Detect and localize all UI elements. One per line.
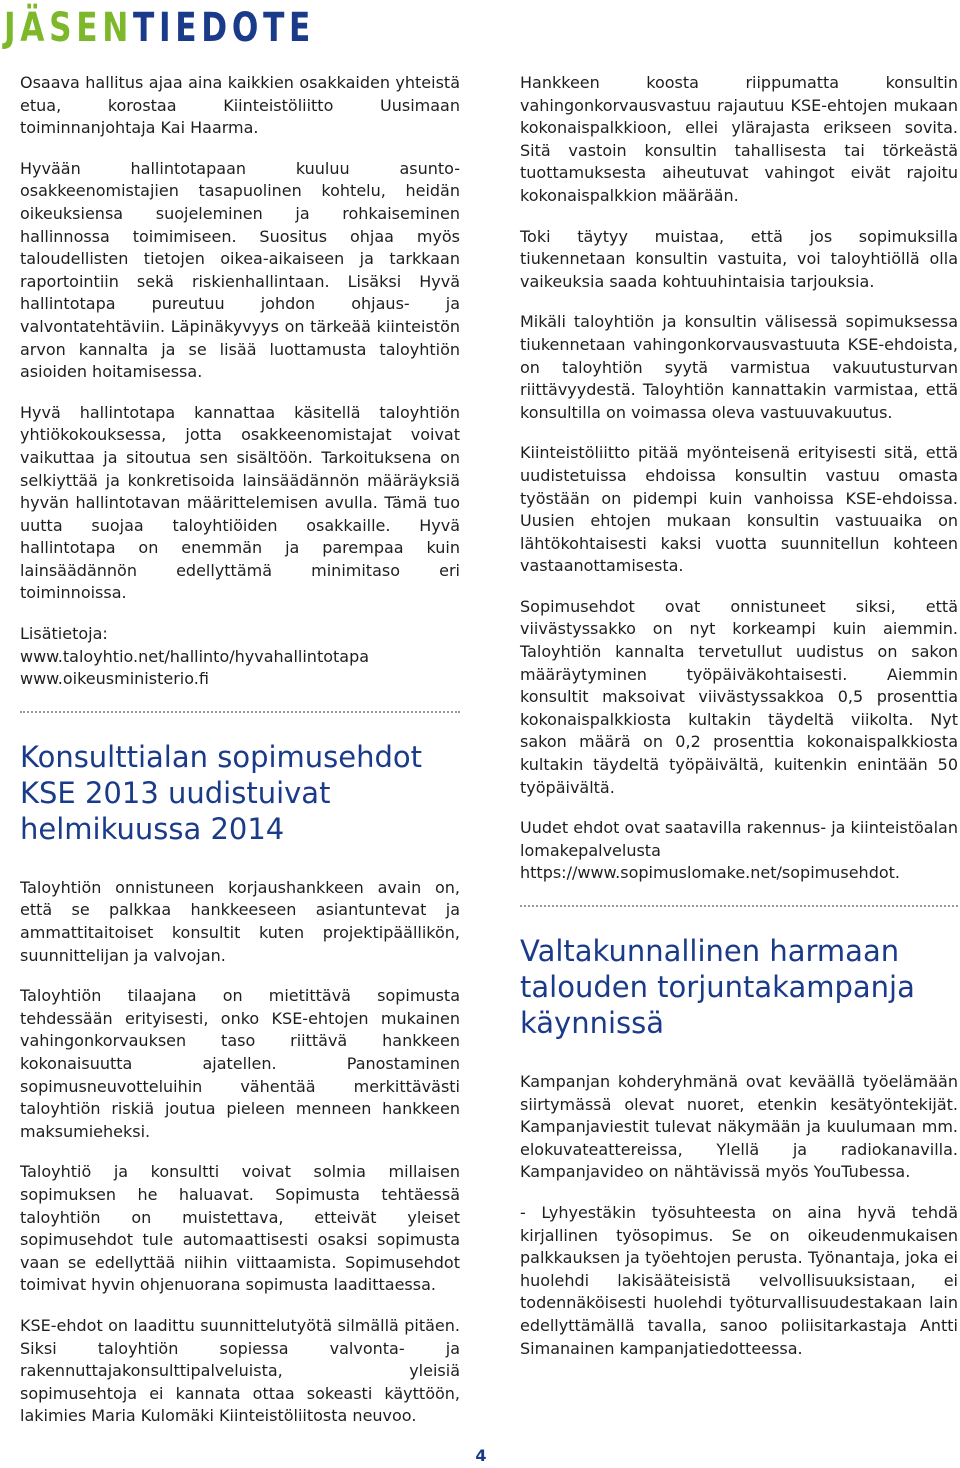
masthead-part-jasen: JÄSEN [4,5,134,51]
right-paragraph-5: Sopimusehdot ovat onnistuneet siksi, että viivästyssakko on nyt korkeampi kuin aiemmin. Taloyhtiön kannalta tervetullut uudistus on sakon määräytyminen työpäiväkohtaisesti. Aiemmin konsultit maksoivat viivästyssakkoa 0,5 prosenttia kokonaispalkkiosta kultakin täydeltä viikolta. Nyt sakon määrä on 0,2 prosenttia kokonaispalkkiosta kultakin täydeltä työpäivältä, kuitenkin enintään 50 työpäivältä. [520,596,958,797]
left-paragraph-4: Taloyhtiön onnistuneen korjaushankkeen avain on, että se palkkaa hankkeeseen asiantuntevat ja ammattitaitoiset konsultit kuten projektipäällikön, suunnittelijan ja valvojan. [20,877,460,965]
right-paragraph-2: Toki täytyy muistaa, että jos sopimuksilla tiukennetaan konsultin vastuita, voi taloyhtiöllä olla vaikeuksia saada kohtuuhintaisia tarjouksia. [520,226,958,291]
section-divider-left [20,711,460,713]
more-info-label: Lisätietoja: [20,624,108,644]
right-column [520,72,958,1360]
right-paragraph-8: - Lyhyestäkin työsuhteesta on aina hyvä tehdä kirjallinen työsopimus. Se on oikeudenmukaisen palkkauksen ja työehtojen perusta. Työnantaja, joka ei huolehdi lakisääteisistä velvollisuuksistaan, ei todennäköisesti huolehdi työturvallisuudestakaan lain edellyttämällä tavalla, sanoo poliisitarkastaja Antti Simanainen kampanjatiedotteessa. [520,1202,958,1358]
article-heading-campaign: Valtakunnallinen harmaan talouden torjuntakampanja käynnissä [520,934,915,1040]
right-paragraph-6: Uudet ehdot ovat saatavilla rakennus- ja kiinteistöalan lomakepalvelusta https://www.sopimuslomake.net/sopimusehdot. [520,818,958,883]
right-paragraph-3: Mikäli taloyhtiön ja konsultin välisessä sopimuksessa tiukennetaan vahingonkorvausvastuuta KSE-ehdoista, on taloyhtiön syytä varmistua vakuutusturvan riittävyydestä. Taloyhtiön kannattakin varmistaa, että konsultilla on voimassa oleva vastuuvakuutus. [520,312,958,422]
left-paragraph-7: KSE-ehdot on laadittu suunnittelutyötä silmällä pitäen. Siksi taloyhtiön sopiessa valvonta- ja rakennuttajakonsulttipalveluista, yleisiä sopimusehtoja ei kannata ottaa sokeasti käyttöön, lakimies Maria Kulomäki Kiinteistöliitosta neuvoo. [20,1315,460,1426]
left-paragraph-3: Hyvä hallintotapa kannattaa käsitellä taloyhtiön yhtiökokouksessa, jotta osakkeenomistajat voivat vaikuttaa ja sitoutua sen sisältöön. Tarkoituksena on selkiyttää ja konkretisoida lainsäädännön määräyksiä hyvän hallintotavan määrittelemisen avulla. Tämä tuo uutta suojaa taloyhtiöiden osakkaille. Hyvä hallintotapa on enemmän ja parempaa kuin lainsäädännön edellyttämä minimitaso eri toiminnoissa. [20,402,460,603]
right-paragraph-4: Kiinteistöliitto pitää myönteisenä erityisesti sitä, että uudistetuissa ehdoissa konsultin vastuu omasta työstään on pidempi kuin vanhoissa KSE-ehdoissa. Uusien ehtojen mukaan konsultin vastuuaika on lähtökohtaisesti kaksi vuotta suunnitellun kohteen vastaanottamisesta. [520,443,958,576]
right-paragraph-1: Hankkeen koosta riippumatta konsultin vahingonkorvausvastuu rajautuu KSE-ehtojen mukaan kokonaispalkkioon, ellei ylärajasta erikseen sovita. Sitä vastoin konsultin tahallisesta tai törkeästä tuottamuksesta aiheutuvat vahingot eivät rajoitu kokonaispalkkion määrään. [520,73,958,205]
right-paragraph-7: Kampanjan kohderyhmänä ovat keväällä työelämään siirtymässä olevat nuoret, etenkin kesätyöntekijät. Kampanjaviestit tulevat näkymään ja kuulumaan mm. elokuvateattereissa, Ylellä ja radiokanavilla. Kampanjavideo on nähtävissä myös YouTubessa. [520,1072,958,1182]
left-paragraph-2: Hyvään hallintotapaan kuuluu asunto-osakkeenomistajien tasapuolinen kohtelu, heidän oikeuksiensa suojeleminen ja rohkaiseminen hallinnossa toimimiseen. Suositus ohjaa myös taloudellisten tietojen oikea-aikaiseen ja tarkkaan raportointiin sekä riskienhallintaan. Lisäksi Hyvä hallintotapa pureutuu johdon ohjaus- ja valvontatehtäviin. Läpinäkyvyys on tärkeää kiinteistön arvon kannalta ja se lisää luottamusta taloyhtiön asioiden hoitamisessa. [20,158,460,382]
left-paragraph-1: Osaava hallitus ajaa aina kaikkien osakkaiden yhteistä etua, korostaa Kiinteistöliitto Uusimaan toiminnanjohtaja Kai Haarma. [20,73,460,138]
left-paragraph-5: Taloyhtiön tilaajana on mietittävä sopimusta tehdessään erityisesti, onko KSE-ehtojen mukainen vahingonkorvauksen taso riittävä hankkeen kokonaisuutta ajatellen. Panostaminen sopimusneuvotteluihin vähentää merkittävästi taloyhtiön riskiä joutua pieleen menneen hankkeen maksumieheksi. [20,986,460,1141]
link-oikeusministerio[interactable]: www.oikeusministerio.fi [20,669,209,689]
left-column [20,72,460,1428]
left-paragraph-6: Taloyhtiö ja konsultti voivat solmia millaisen sopimuksen he haluavat. Sopimusta tehtäessä taloyhtiön on muistettava, etteivät yleiset sopimusehdot tule automaattisesti osaksi sopimusta vaan se edellyttää niihin viittaamista. Sopimusehdot toimivat hyvin ohjenuorana sopimusta laadittaessa. [20,1162,460,1295]
article-heading-kse: Konsulttialan sopimusehdot KSE 2013 uudistuivat helmikuussa 2014 [20,739,423,846]
page-number: 4 [475,1446,487,1465]
masthead-title [4,4,315,52]
link-taloyhtio[interactable]: www.taloyhtio.net/hallinto/hyvahallintotapa [20,646,370,666]
section-divider-right [520,905,958,907]
more-info-block [20,623,460,691]
masthead-part-tiedote: TIEDOTE [133,5,316,51]
